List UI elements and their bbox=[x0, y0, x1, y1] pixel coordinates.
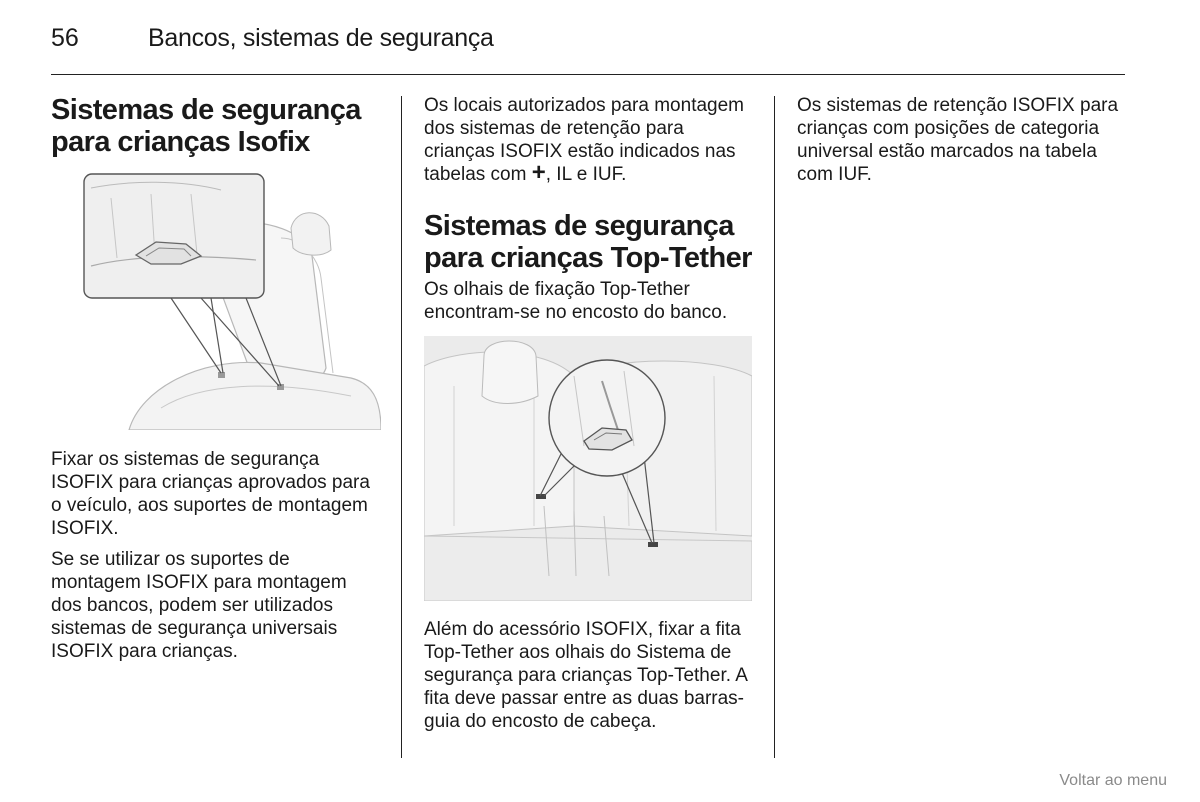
isofix-locations-text-end: , IL e IUF. bbox=[545, 164, 627, 185]
column-3 bbox=[797, 94, 1127, 194]
column-1 bbox=[51, 94, 381, 671]
page-number: 56 bbox=[51, 24, 79, 52]
section-heading-isofix: Sistemas de segurança para crianças Isofix bbox=[51, 94, 361, 158]
isofix-paragraph-2: Se se utilizar os suportes de montagem ISOFIX para montagem dos bancos, podem ser utilizados sistemas de segurança universais ISOFIX para crianças. bbox=[51, 549, 347, 662]
top-tether-illustration bbox=[424, 336, 752, 601]
column-divider-2 bbox=[774, 96, 775, 758]
top-tether-paragraph-1: Os olhais de fixação Top-Tether encontram-se no encosto do banco. bbox=[424, 279, 728, 323]
header-rule bbox=[51, 74, 1125, 75]
iuf-paragraph: Os sistemas de retenção ISOFIX para crianças com posições de categoria universal estão marcados na tabela com IUF. bbox=[797, 95, 1119, 185]
isofix-seat-illustration bbox=[51, 168, 381, 430]
plus-symbol: + bbox=[531, 159, 546, 186]
column-2 bbox=[424, 94, 759, 741]
top-tether-paragraph-2: Além do acessório ISOFIX, fixar a fita Top-Tether aos olhais do Sistema de segurança para crianças Top-Tether. A fita deve passar entre as duas barras-guia do encosto de cabeça. bbox=[424, 619, 747, 732]
section-heading-top-tether: Sistemas de segurança para crianças Top-Tether bbox=[424, 210, 752, 274]
isofix-locations-paragraph bbox=[424, 94, 759, 186]
isofix-locations-text: Os locais autorizados para montagem dos sistemas de retenção para crianças ISOFIX estão indicados nas tabelas com bbox=[424, 95, 744, 185]
isofix-paragraph-1: Fixar os sistemas de segurança ISOFIX para crianças aprovados para o veículo, aos suportes de montagem ISOFIX. bbox=[51, 449, 370, 539]
running-title: Bancos, sistemas de segurança bbox=[148, 24, 494, 52]
column-divider-1 bbox=[401, 96, 402, 758]
back-to-menu-link[interactable]: Voltar ao menu bbox=[1059, 772, 1167, 789]
